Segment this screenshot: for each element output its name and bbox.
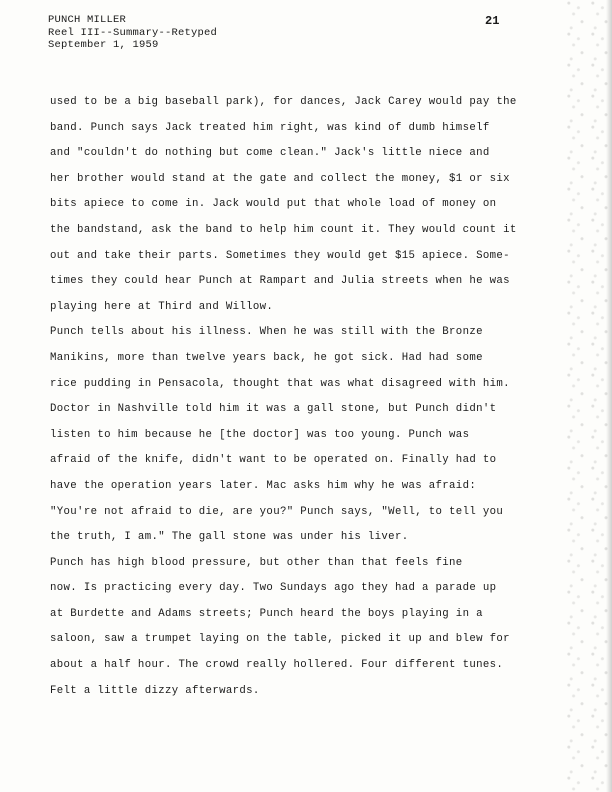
page-number: 21 [485, 14, 500, 28]
body-line: about a half hour. The crowd really hollered. Four different tunes. [50, 659, 504, 672]
body-line: listen to him because he [the doctor] was too young. Punch was [50, 428, 470, 441]
header-reel: Reel III--Summary--Retyped [48, 26, 218, 39]
body-line: the bandstand, ask the band to help him count it. They would count it [50, 223, 517, 236]
body-line: at Burdette and Adams streets; Punch heard the boys playing in a [50, 607, 483, 620]
body-line: Manikins, more than twelve years back, he got sick. Had had some [50, 351, 483, 364]
body-line: playing here at Third and Willow. [50, 300, 274, 313]
body-line: out and take their parts. Sometimes they would get $15 apiece. Some- [50, 249, 510, 262]
body-line: have the operation years later. Mac asks him why he was afraid: [50, 479, 477, 492]
body-line: her brother would stand at the gate and collect the money, $1 or six [50, 172, 510, 185]
body-line: and "couldn't do nothing but come clean." Jack's little niece and [50, 147, 490, 160]
body-line: times they could hear Punch at Rampart and Julia streets when he was [50, 275, 510, 288]
body-line: Punch tells about his illness. When he was still with the Bronze [50, 326, 483, 339]
body-line: bits apiece to come in. Jack would put that whole load of money on [50, 198, 497, 211]
body-line: the truth, I am." The gall stone was under his liver. [50, 531, 409, 544]
body-line: Felt a little dizzy afterwards. [50, 684, 260, 697]
body-text [50, 90, 530, 704]
scan-speckle-margin [564, 0, 612, 792]
body-line: "You're not afraid to die, are you?" Punch says, "Well, to tell you [50, 505, 504, 518]
body-line: now. Is practicing every day. Two Sundays ago they had a parade up [50, 582, 497, 595]
body-line: Doctor in Nashville told him it was a gall stone, but Punch didn't [50, 403, 497, 416]
body-line: Punch has high blood pressure, but other than that feels fine [50, 556, 463, 569]
body-line: used to be a big baseball park), for dances, Jack Carey would pay the [50, 96, 517, 108]
header-date: September 1, 1959 [48, 39, 159, 51]
header-name: PUNCH MILLER [48, 14, 127, 26]
body-line: band. Punch says Jack treated him right, was kind of dumb himself [50, 121, 490, 134]
body-line: afraid of the knife, didn't want to be operated on. Finally had to [50, 454, 497, 467]
document-header [48, 14, 217, 52]
body-line: rice pudding in Pensacola, thought that was what disagreed with him. [50, 377, 510, 390]
scan-edge-shadow [606, 0, 612, 792]
body-line: saloon, saw a trumpet laying on the table, picked it up and blew for [50, 633, 510, 646]
